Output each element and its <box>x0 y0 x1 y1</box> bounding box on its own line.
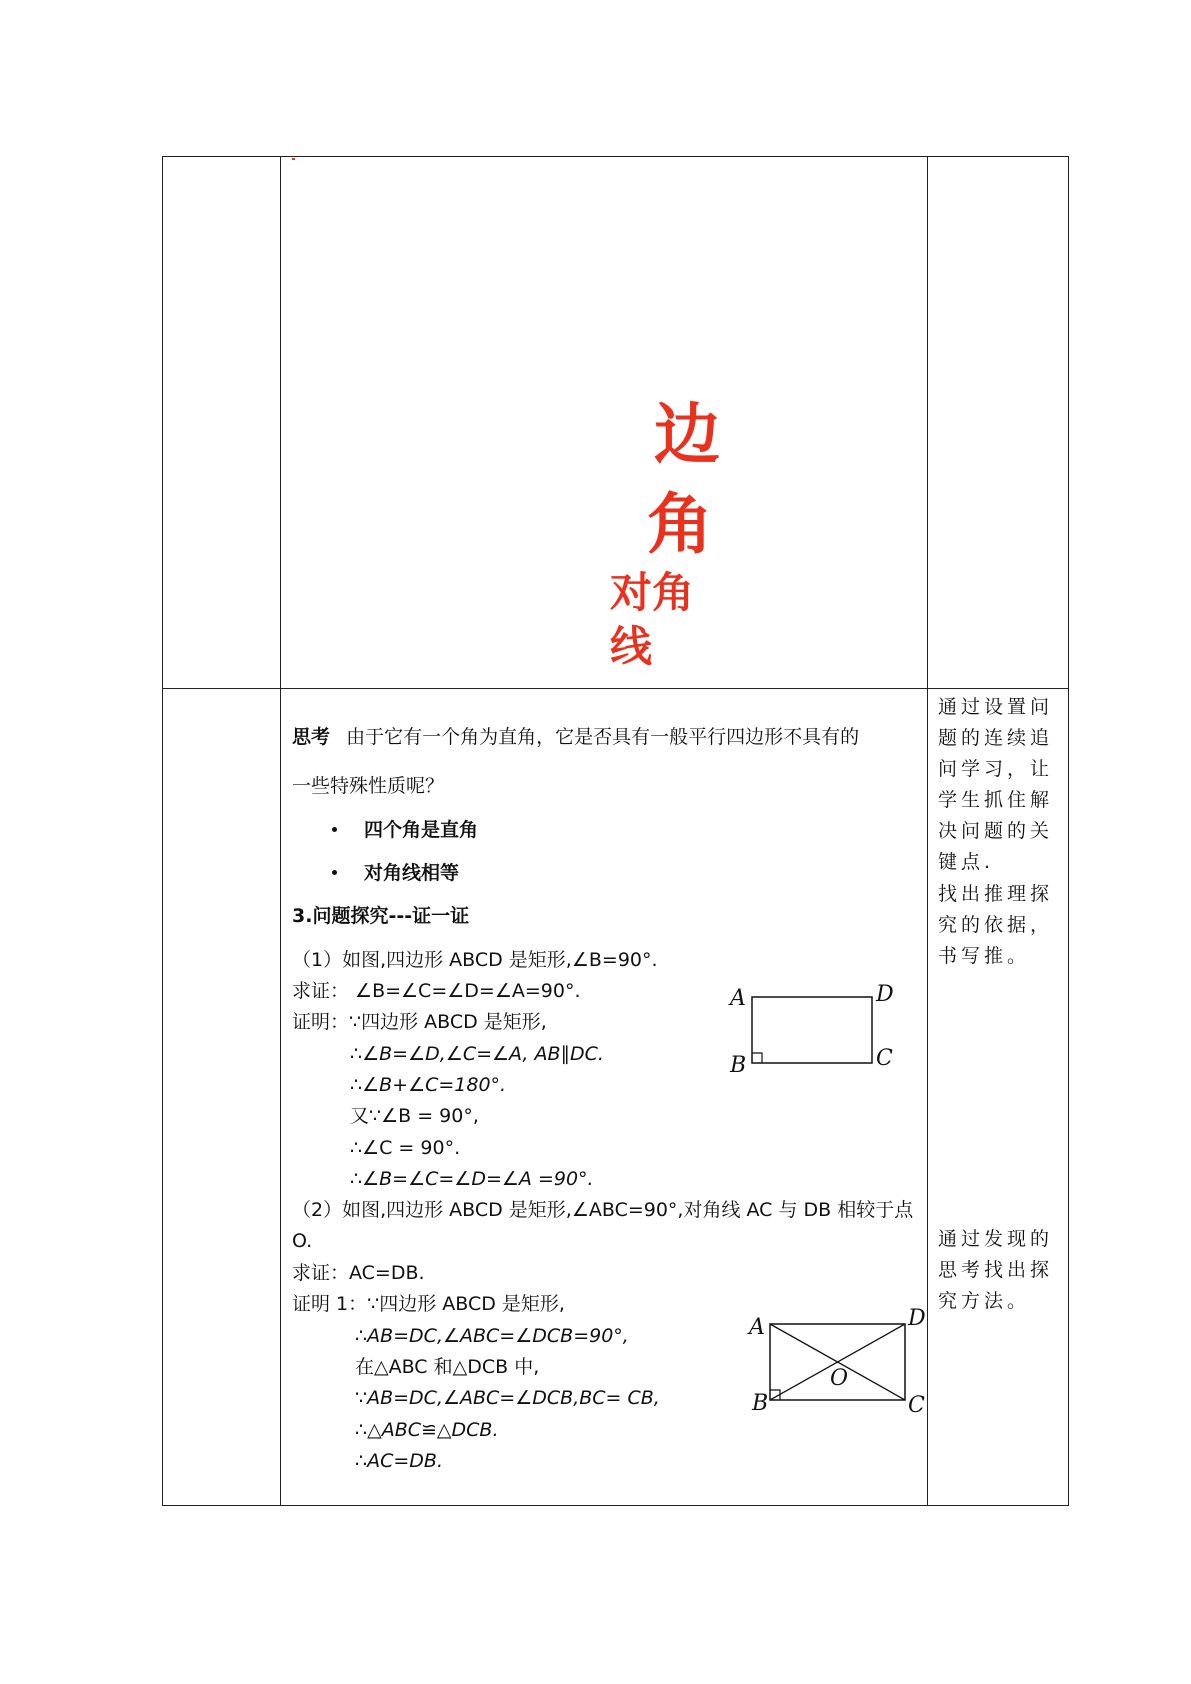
design-note-2: 找出推理探究的依据，书写推。 <box>938 883 1054 967</box>
table-border-middle <box>162 688 1069 689</box>
red-mark <box>292 158 295 160</box>
rectangle-figure-1 <box>720 975 910 1080</box>
table-border-bottom <box>162 1505 1069 1506</box>
fig1-label-d: D <box>876 982 894 1007</box>
diagonal-label-line2: 线 <box>610 622 653 671</box>
p1-line: ∴∠B+∠C=180°. <box>350 1074 507 1096</box>
big-char-edge: 边 <box>654 396 720 473</box>
fig2-label-b: B <box>752 1391 769 1416</box>
p1-line: 求证： ∠B=∠C=∠D=∠A=90°. <box>292 980 581 1002</box>
bullet-dot <box>332 827 337 832</box>
diagonal-label-line1: 对角 <box>610 568 695 617</box>
p1-line: 又∵∠B = 90°, <box>350 1105 479 1127</box>
think-paragraph-line1 <box>292 726 859 748</box>
think-text1: 由于它有一个角为直角，它是否具有一般平行四边形不具有的 <box>346 726 860 748</box>
p1-line: ∴∠B=∠D,∠C=∠A, AB∥DC. <box>350 1043 604 1065</box>
bullet-equal-diagonals: 对角线相等 <box>364 862 460 884</box>
p2-line: 求证：AC=DB. <box>292 1262 425 1284</box>
table-col-divider-1 <box>280 156 281 1506</box>
p2-line: ∴△ABC≌△DCB. <box>355 1419 499 1441</box>
p2-line: 证明 1：∵四边形 ABCD 是矩形, <box>292 1293 565 1315</box>
p2-line: O. <box>292 1230 313 1252</box>
design-note-3: 通过发现的思考找出探究方法。 <box>938 1228 1054 1312</box>
p2-line: ∴AC=DB. <box>355 1450 443 1472</box>
rectangle-figure-2 <box>740 1300 930 1420</box>
think-text2: 一些特殊性质呢？ <box>292 775 445 797</box>
p2-line: 在△ABC 和△DCB 中, <box>355 1356 540 1378</box>
fig2-label-c: C <box>908 1393 925 1418</box>
p2-line: ∵AB=DC,∠ABC=∠DCB,BC= CB, <box>355 1387 660 1409</box>
fig2-label-a: A <box>749 1315 765 1340</box>
design-note-1: 通过设置问题的连续追问学习，让学生抓住解决问题的关键点. <box>938 696 1054 873</box>
fig1-label-c: C <box>876 1046 893 1071</box>
p1-line: 证明：∵四边形 ABCD 是矩形, <box>292 1011 547 1033</box>
fig1-label-a: A <box>730 986 746 1011</box>
p1-line: ∴∠B=∠C=∠D=∠A =90°. <box>350 1168 594 1190</box>
p1-line: （1）如图,四边形 ABCD 是矩形,∠B=90°. <box>292 949 658 971</box>
table-border-top <box>162 156 1069 157</box>
bullet-four-right-angles: 四个角是直角 <box>364 819 479 841</box>
p2-line: （2）如图,四边形 ABCD 是矩形,∠ABC=90°,对角线 AC 与 DB 相较于点 <box>292 1199 914 1221</box>
table-border-left <box>162 156 163 1506</box>
fig2-label-o: O <box>830 1366 849 1391</box>
table-border-right <box>1068 156 1069 1506</box>
think-label: 思考 <box>292 726 331 748</box>
fig2-label-d: D <box>908 1306 926 1331</box>
section-title: 3.问题探究---证一证 <box>292 905 470 927</box>
p1-line: ∴∠C = 90°. <box>350 1137 461 1159</box>
bullet-dot <box>332 870 337 875</box>
p2-line: ∴AB=DC,∠ABC=∠DCB=90°, <box>355 1325 629 1347</box>
fig1-label-b: B <box>730 1053 747 1078</box>
big-char-angle: 角 <box>647 486 713 563</box>
